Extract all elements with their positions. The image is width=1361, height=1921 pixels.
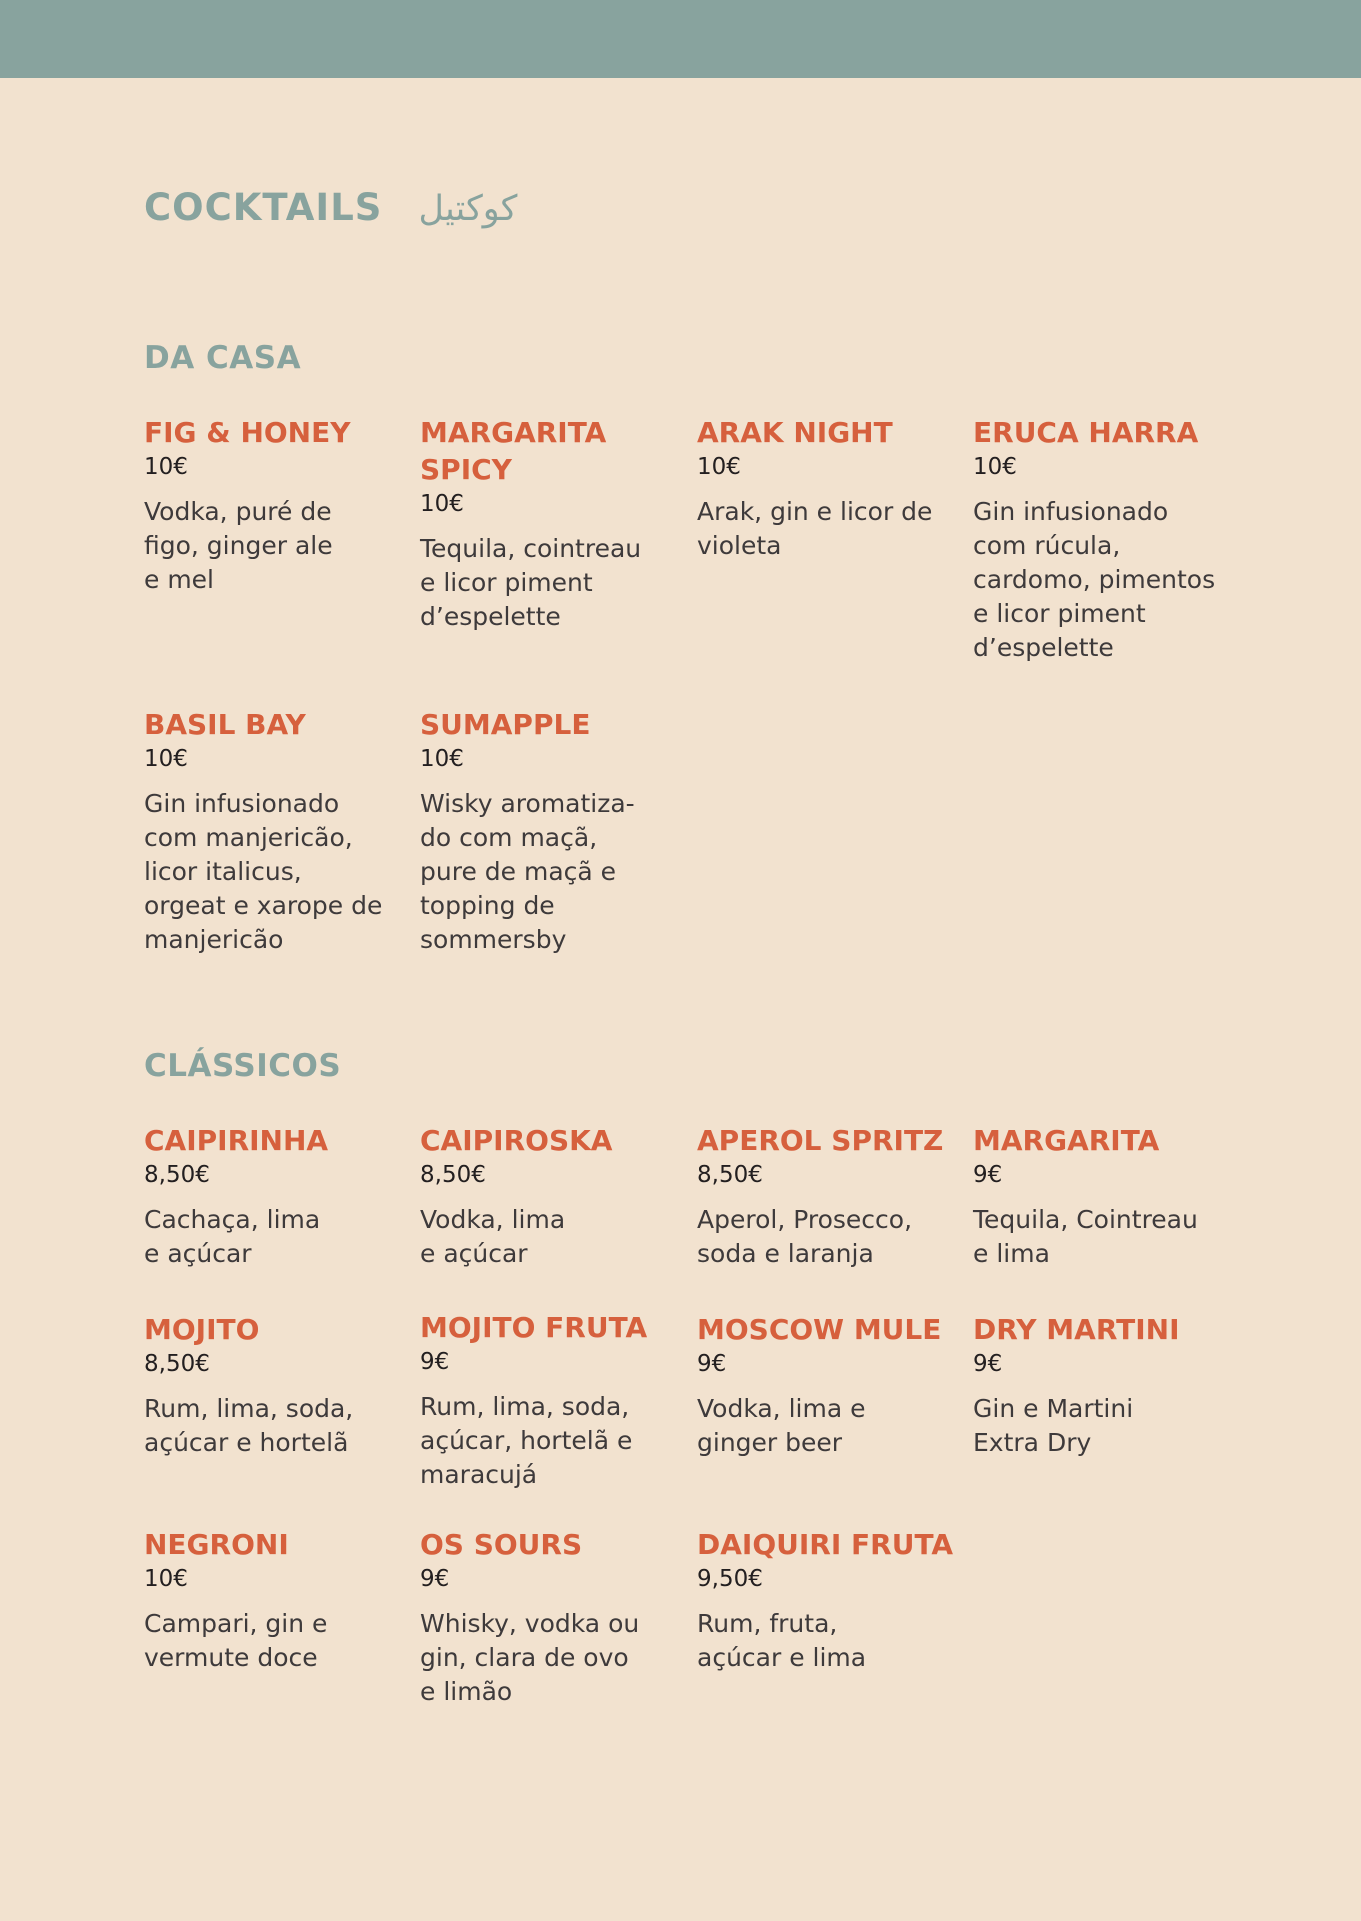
item-price: 8,50€ (697, 1162, 763, 1188)
item-name: MOSCOW MULE (697, 1313, 942, 1346)
item-description: Rum, lima, soda, açúcar, hortelã e maracujá (420, 1392, 633, 1489)
item-description: Gin infusionado com rúcula, cardomo, pimentos e licor piment d’espelette (973, 497, 1216, 662)
item-name: OS SOURS (420, 1528, 583, 1561)
item-name: NEGRONI (144, 1528, 289, 1561)
item-price: 8,50€ (420, 1162, 486, 1188)
menu-item (697, 414, 955, 563)
menu-item (973, 414, 1231, 665)
item-description: Whisky, vodka ou gin, clara de ovo e limão (420, 1609, 640, 1706)
item-name: DAIQUIRI FRUTA (697, 1528, 954, 1561)
item-description: Aperol, Prosecco, soda e laranja (697, 1205, 913, 1268)
menu-item (420, 1309, 678, 1492)
item-name: BASIL BAY (144, 708, 306, 741)
item-price: 9€ (420, 1349, 450, 1375)
item-price: 10€ (973, 454, 1017, 480)
section-heading-classicos: CLÁSSICOS (144, 1048, 342, 1084)
item-description: Vodka, puré de figo, ginger ale e mel (144, 497, 333, 594)
menu-item (697, 1122, 955, 1271)
menu-item (144, 1526, 402, 1675)
page-title-arabic: كوكتيل (418, 189, 518, 229)
item-name: FIG & HONEY (144, 416, 351, 449)
item-description: Gin e Martini Extra Dry (973, 1394, 1134, 1457)
page-title (144, 186, 517, 229)
item-name: APEROL SPRITZ (697, 1124, 944, 1157)
item-description: Tequila, Cointreau e lima (973, 1205, 1198, 1268)
item-description: Campari, gin e vermute doce (144, 1609, 328, 1672)
item-description: Cachaça, lima e açúcar (144, 1205, 321, 1268)
item-price: 10€ (420, 746, 464, 772)
item-price: 9€ (973, 1351, 1003, 1377)
item-price: 9€ (697, 1351, 727, 1377)
top-color-band (0, 0, 1361, 78)
item-description: Arak, gin e licor de violeta (697, 497, 933, 560)
menu-item (973, 1311, 1231, 1460)
item-name: ERUCA HARRA (973, 416, 1199, 449)
menu-item (420, 706, 678, 957)
menu-item (420, 1526, 678, 1709)
item-price: 10€ (697, 454, 741, 480)
item-name: MOJITO FRUTA (420, 1311, 648, 1344)
item-description: Tequila, cointreau e licor piment d’espelette (420, 534, 642, 631)
menu-item (144, 414, 402, 597)
item-price: 8,50€ (144, 1162, 210, 1188)
menu-item (973, 1122, 1231, 1271)
page-title-main: COCKTAILS (144, 186, 383, 229)
item-name: ARAK NIGHT (697, 416, 893, 449)
item-price: 10€ (144, 454, 188, 480)
item-price: 8,50€ (144, 1351, 210, 1377)
item-name: MOJITO (144, 1313, 260, 1346)
section-heading-da-casa: DA CASA (144, 340, 302, 376)
item-price: 9,50€ (697, 1566, 763, 1592)
item-price: 10€ (420, 491, 464, 517)
menu-item (420, 414, 678, 634)
item-name: CAIPIROSKA (420, 1124, 613, 1157)
item-description: Vodka, lima e açúcar (420, 1205, 566, 1268)
item-description: Wisky aromatiza- do com maçã, pure de maçã e topping de sommersby (420, 789, 635, 954)
item-name: DRY MARTINI (973, 1313, 1180, 1346)
item-description: Rum, fruta, açúcar e lima (697, 1609, 867, 1672)
menu-item (144, 706, 402, 957)
item-description: Gin infusionado com manjericão, licor italicus, orgeat e xarope de manjericão (144, 789, 383, 954)
item-name: MARGARITA SPICY (420, 416, 607, 486)
item-description: Rum, lima, soda, açúcar e hortelã (144, 1394, 354, 1457)
item-name: MARGARITA (973, 1124, 1160, 1157)
item-price: 10€ (144, 746, 188, 772)
item-description: Vodka, lima e ginger beer (697, 1394, 866, 1457)
item-price: 9€ (973, 1162, 1003, 1188)
menu-item (144, 1311, 402, 1460)
menu-item (420, 1122, 678, 1271)
item-price: 10€ (144, 1566, 188, 1592)
menu-item (697, 1311, 955, 1460)
menu-item (144, 1122, 402, 1271)
item-price: 9€ (420, 1566, 450, 1592)
item-name: SUMAPPLE (420, 708, 591, 741)
item-name: CAIPIRINHA (144, 1124, 329, 1157)
menu-item (697, 1526, 955, 1675)
